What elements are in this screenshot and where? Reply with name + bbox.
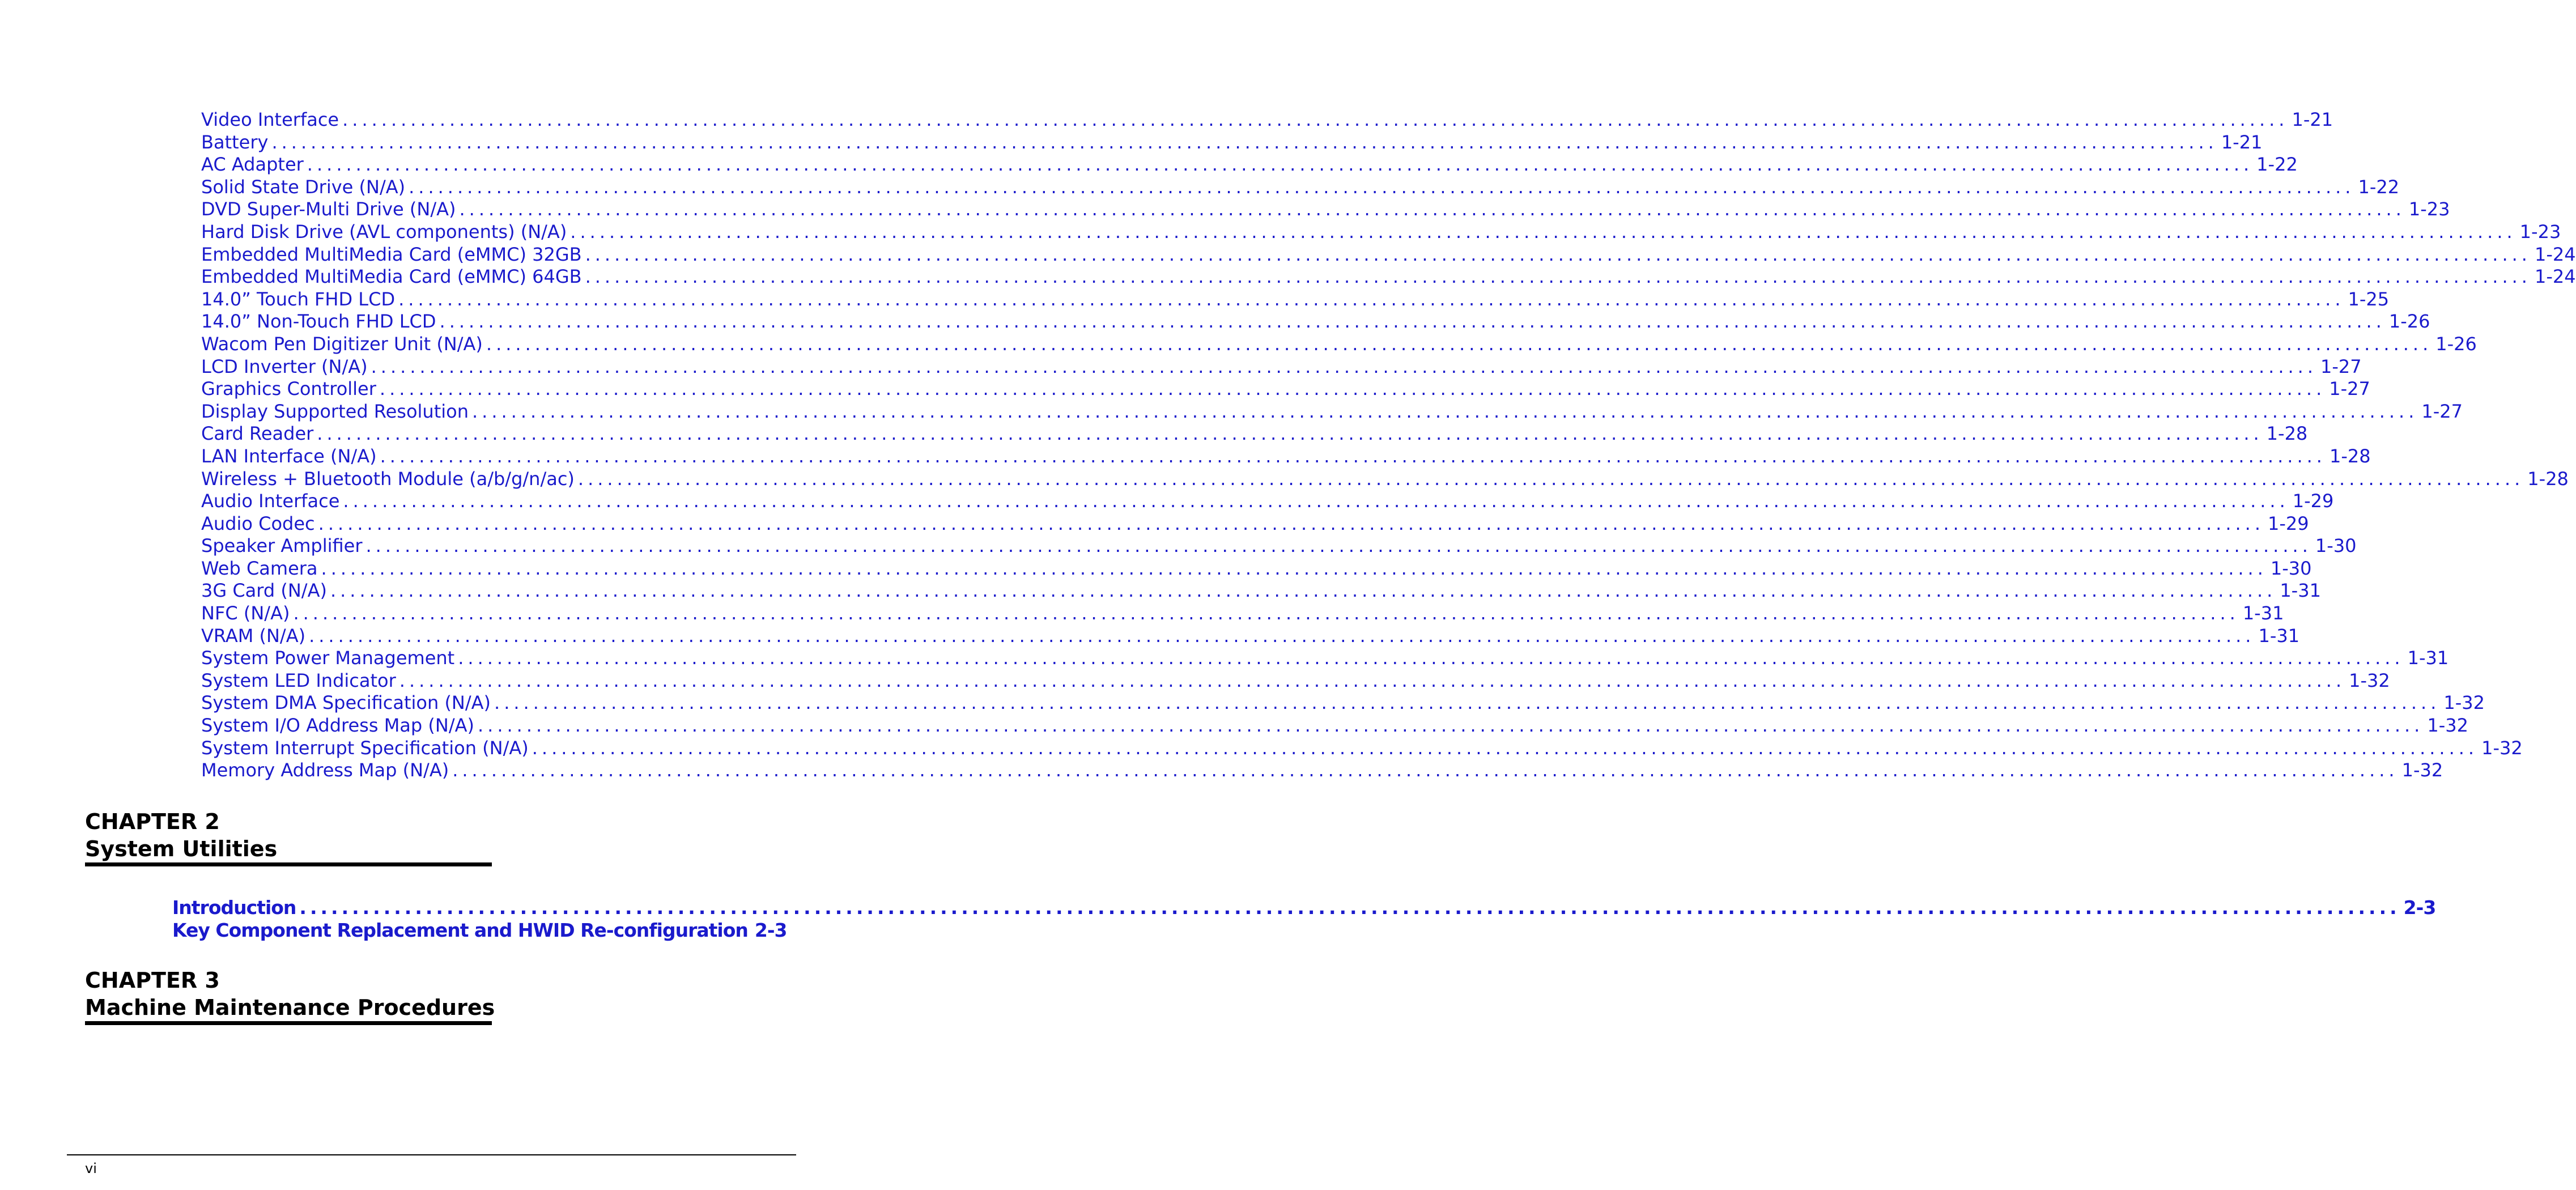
toc-dot-leader: ........................................................................................................................................................................................................ — [532, 737, 2479, 759]
toc-entry-link[interactable] — [201, 176, 2400, 199]
footer-page-number: vi — [85, 1161, 97, 1176]
toc-entry-page: 1-29 — [2268, 512, 2309, 534]
toc-entry-page: 1-26 — [2388, 311, 2430, 333]
toc-dot-leader: ........................................................................................................................................................................................................ — [486, 333, 2433, 355]
chapter2-number: CHAPTER 2 — [85, 809, 220, 834]
toc-dot-leader: ........................................................................................................................................................................................................ — [477, 715, 2424, 737]
toc-entry-title: Speaker Amplifier — [201, 535, 363, 557]
toc-entry-title: Display Supported Resolution — [201, 400, 469, 422]
toc-entry-title: VRAM (N/A) — [201, 624, 306, 647]
toc-entry-page: 1-31 — [2242, 602, 2284, 624]
toc-dot-leader: ........................................................................................................................................................................................................ — [293, 602, 2239, 624]
toc-entry-page: 1-23 — [2519, 220, 2561, 243]
toc-entry-link[interactable] — [201, 624, 2300, 648]
toc-entry-page: 1-22 — [2358, 176, 2400, 198]
toc-entry-link[interactable] — [201, 198, 2450, 221]
toc-dot-leader: ........................................................................................................................................................................................................ — [439, 311, 2386, 333]
chapter3-number: CHAPTER 3 — [85, 968, 220, 993]
toc-entry-link[interactable] — [201, 468, 2569, 491]
toc-dot-leader: ........................................................................................................................................................................................................ — [317, 423, 2263, 445]
toc-entry-page: 1-29 — [2292, 490, 2334, 512]
toc-entry-title: 3G Card (N/A) — [201, 580, 327, 602]
toc-dot-leader: ........................................................................................................................................................................................................ — [585, 243, 2531, 265]
toc-entry-link[interactable] — [201, 692, 2485, 715]
toc-entry-link[interactable] — [201, 580, 2321, 602]
toc-dot-leader: ........................................................................................................................................................................................................ — [342, 109, 2289, 130]
toc-entry-page: 1-32 — [2349, 669, 2390, 691]
toc-dot-leader: ........................................................................................................................................................................................................ — [452, 759, 2399, 781]
toc-dot-leader: ........................................................................................................................................................................................................ — [398, 288, 2345, 310]
toc-entry-title: Web Camera — [201, 557, 318, 579]
toc-entry-link[interactable] — [201, 602, 2284, 625]
toc-entry-link[interactable] — [201, 669, 2390, 692]
toc-entry-page: 2-3 — [754, 919, 787, 941]
toc-entry-link[interactable] — [201, 759, 2443, 782]
toc-entry-page: 1-28 — [2329, 445, 2371, 467]
toc-dot-leader: ........................................................................................................................................................................................................ — [577, 468, 2524, 490]
toc-entry-title: System LED Indicator — [201, 669, 396, 691]
toc-entry-link[interactable] — [201, 266, 2576, 288]
toc-entry-page: 1-30 — [2270, 557, 2312, 579]
toc-entry-title: Embedded MultiMedia Card (eMMC) 64GB — [201, 266, 582, 288]
toc-entry-link[interactable] — [201, 400, 2463, 423]
toc-dot-leader: ........................................................................................................................................................................................................ — [318, 512, 2265, 534]
toc-entry-link[interactable] — [201, 333, 2477, 356]
toc-entry-link[interactable] — [201, 220, 2561, 244]
toc-entry-page: 1-31 — [2407, 647, 2449, 669]
chapter2-toc-list — [172, 896, 2436, 941]
toc-entry-title: Introduction — [172, 896, 296, 919]
toc-entry-title: NFC (N/A) — [201, 602, 290, 624]
toc-entry-link[interactable] — [172, 919, 787, 942]
toc-entry-title: DVD Super-Multi Drive (N/A) — [201, 198, 456, 220]
toc-entry-title: Wireless + Bluetooth Module (a/b/g/n/ac) — [201, 468, 575, 490]
toc-dot-leader: ........................................................................................................................................................................................................ — [343, 490, 2289, 512]
toc-entry-title: Solid State Drive (N/A) — [201, 176, 406, 198]
chapter2-title: System Utilities — [85, 836, 278, 861]
toc-dot-leader: ........................................................................................................................................................................................................ — [472, 400, 2418, 422]
toc-entry-title: Video Interface — [201, 109, 339, 130]
toc-entry-link[interactable] — [201, 109, 2333, 131]
toc-entry-page: 1-23 — [2408, 198, 2450, 220]
toc-dot-leader: ........................................................................................................................................................................................................ — [371, 355, 2317, 377]
toc-entry-title: Graphics Controller — [201, 378, 376, 400]
toc-entry-page: 1-21 — [2221, 131, 2263, 153]
toc-dot-leader: ........................................................................................................................................................................................................ — [321, 557, 2267, 579]
chapter2-heading — [85, 808, 492, 866]
toc-dot-leader: ........................................................................................................................................................................................................ — [570, 220, 2517, 243]
toc-entry-page: 1-27 — [2421, 400, 2463, 422]
toc-entry-page: 1-32 — [2427, 715, 2468, 737]
toc-entry-page: 1-28 — [2527, 468, 2569, 490]
toc-entry-page: 1-28 — [2266, 423, 2308, 445]
toc-entry-title: Embedded MultiMedia Card (eMMC) 32GB — [201, 243, 582, 265]
toc-dot-leader: ........................................................................................................................................................................................................ — [409, 176, 2355, 198]
toc-dot-leader: ........................................................................................................................................................................................................ — [459, 198, 2405, 220]
toc-entry-page: 1-21 — [2292, 109, 2333, 130]
toc-entry-link[interactable] — [201, 647, 2449, 670]
toc-dot-leader: ........................................................................................................................................................................................................ — [365, 535, 2312, 557]
toc-entry-link[interactable] — [201, 154, 2298, 176]
toc-entry-page: 1-26 — [2435, 333, 2477, 355]
toc-entry-title: System I/O Address Map (N/A) — [201, 715, 474, 737]
toc-entry-link[interactable] — [201, 490, 2334, 513]
toc-entry-link[interactable] — [201, 355, 2362, 379]
toc-entry-title: LCD Inverter (N/A) — [201, 355, 368, 377]
toc-dot-leader: ........................................................................................................................................................................................................ — [380, 445, 2326, 467]
toc-entry-link[interactable] — [201, 715, 2468, 737]
chapter1-toc-list — [201, 109, 2576, 782]
toc-dot-leader: ........................................................................................................................................................................................................ — [309, 624, 2255, 647]
toc-dot-leader: ........................................................................................................................................................................................................ — [307, 154, 2254, 176]
toc-entry-title: Audio Codec — [201, 512, 315, 534]
toc-dot-leader: ........................................................................................................................................................................................................ — [379, 378, 2326, 400]
toc-entry-link[interactable] — [201, 512, 2309, 536]
toc-entry-page: 2-3 — [2403, 896, 2436, 919]
toc-dot-leader: ........................................................................................................................................................................................................ — [330, 580, 2277, 602]
toc-dot-leader: ........................................................................................................................................................................................................ — [399, 669, 2346, 691]
toc-entry-title: LAN Interface (N/A) — [201, 445, 377, 467]
toc-entry-page: 1-31 — [2280, 580, 2321, 602]
toc-entry-title: Memory Address Map (N/A) — [201, 759, 449, 781]
toc-entry-page: 1-32 — [2401, 759, 2443, 781]
toc-entry-title: Audio Interface — [201, 490, 340, 512]
chapter3-heading — [85, 967, 495, 1025]
toc-dot-leader: ........................................................................................................................................................................................................ — [585, 266, 2531, 288]
toc-entry-title: Hard Disk Drive (AVL components) (N/A) — [201, 220, 567, 243]
toc-entry-title: System Power Management — [201, 647, 455, 669]
toc-entry-link[interactable] — [201, 288, 2390, 311]
toc-entry-page: 1-31 — [2258, 624, 2300, 647]
footer-divider — [67, 1154, 796, 1155]
toc-entry-title: AC Adapter — [201, 154, 304, 176]
toc-entry-link[interactable] — [172, 896, 2436, 919]
toc-entry-page: 1-22 — [2256, 154, 2298, 176]
toc-entry-link[interactable] — [201, 131, 2263, 154]
toc-entry-page: 1-30 — [2315, 535, 2357, 557]
toc-entry-page: 1-27 — [2320, 355, 2362, 377]
toc-entry-page: 1-24 — [2534, 243, 2576, 265]
toc-entry-title: Key Component Replacement and HWID Re-configuration — [172, 919, 748, 941]
toc-entry-link[interactable] — [201, 737, 2523, 760]
toc-dot-leader: ........................................................................................................................................................................................................ — [458, 647, 2404, 669]
toc-entry-link[interactable] — [201, 311, 2430, 333]
chapter3-title: Machine Maintenance Procedures — [85, 995, 495, 1020]
toc-entry-page: 1-27 — [2329, 378, 2370, 400]
toc-entry-link[interactable] — [201, 423, 2308, 445]
toc-entry-title: System Interrupt Specification (N/A) — [201, 737, 529, 759]
toc-entry-page: 1-24 — [2534, 266, 2576, 288]
toc-entry-title: System DMA Specification (N/A) — [201, 692, 491, 714]
toc-entry-title: 14.0” Non-Touch FHD LCD — [201, 311, 436, 333]
toc-dot-leader: ........................................................................................................................................................................................................ — [299, 896, 2400, 919]
toc-entry-link[interactable] — [201, 535, 2357, 558]
toc-entry-title: Wacom Pen Digitizer Unit (N/A) — [201, 333, 483, 355]
toc-entry-page: 1-32 — [2443, 692, 2485, 714]
toc-entry-link[interactable] — [201, 243, 2576, 266]
toc-entry-page: 1-32 — [2481, 737, 2523, 759]
toc-entry-link[interactable] — [201, 445, 2371, 468]
toc-entry-title: Card Reader — [201, 423, 314, 445]
toc-entry-link[interactable] — [201, 378, 2370, 401]
toc-dot-leader: ........................................................................................................................................................................................................ — [494, 692, 2441, 714]
toc-entry-title: Battery — [201, 131, 269, 153]
toc-entry-link[interactable] — [201, 557, 2312, 580]
toc-entry-title: 14.0” Touch FHD LCD — [201, 288, 396, 310]
toc-dot-leader: ........................................................................................................................................................................................................ — [271, 131, 2218, 153]
toc-entry-page: 1-25 — [2348, 288, 2390, 310]
